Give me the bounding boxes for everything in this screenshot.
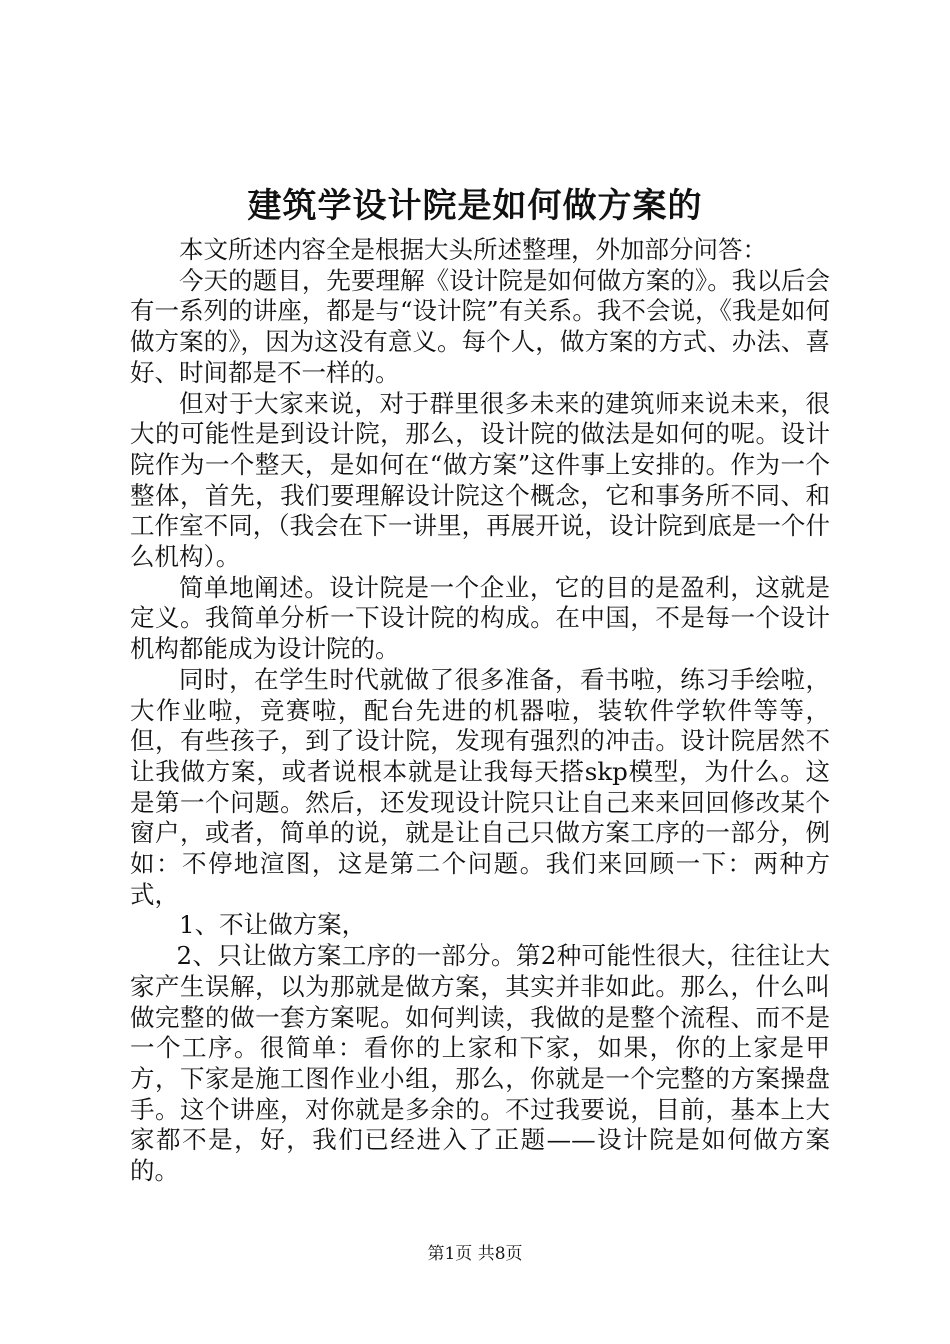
document-body [130,235,830,1187]
paragraph-student-preparation: 同时，在学生时代就做了很多准备，看书啦，练习手绘啦，大作业啦，竞赛啦，配台先进的机器啦，装软件学软件等等，但，有些孩子，到了设计院，发现有强烈的冲击。设计院居然不让我做方案，或者说根本就是让我每天搭skp模型，为什么。这是第一个问题。然后，还发现设计院只让自己来来回回修改某个窗户，或者，简单的说，就是让自己只做方案工序的一部分，例如：不停地渲图，这是第二个问题。我们来回顾一下：两种方式， [130,664,830,909]
paragraph-design-institute: 但对于大家来说，对于群里很多未来的建筑师来说未来，很大的可能性是到设计院，那么，设计院的做法是如何的呢。设计院作为一个整天，是如何在“做方案”这件事上安排的。作为一个整体，首先，我们要理解设计院这个概念，它和事务所不同、和工作室不同，（我会在下一讲里，再展开说，设计院到底是一个什么机构）。 [130,388,830,572]
paragraph-topic: 今天的题目，先要理解《设计院是如何做方案的》。我以后会有一系列的讲座，都是与“设计院”有关系。我不会说，《我是如何做方案的》，因为这没有意义。每个人，做方案的方式、办法、喜好、时间都是不一样的。 [130,265,830,387]
paragraph-list-item-2: 2、只让做方案工序的一部分。第2种可能性很大，往往让大家产生误解，以为那就是做方案，其实并非如此。那么，什么叫做完整的做一套方案呢。如何判读，我做的是整个流程、而不是一个工序。很简单：看你的上家和下家，如果，你的上家是甲方，下家是施工图作业小组，那么，你就是一个完整的方案操盘手。这个讲座，对你就是多余的。不过我要说，目前，基本上大家都不是，好，我们已经进入了正题——设计院是如何做方案的。 [130,941,830,1186]
paragraph-intro: 本文所述内容全是根据大头所述整理，外加部分问答： [179,235,767,264]
paragraph-definition: 简单地阐述。设计院是一个企业，它的目的是盈利，这就是定义。我简单分析一下设计院的构成。在中国，不是每一个设计机构都能成为设计院的。 [130,572,830,664]
document-title: 建筑学设计院是如何做方案的 [247,186,703,226]
page-number-footer: 第1页 共8页 [427,1244,523,1264]
paragraph-list-item-1: 1、不让做方案， [179,910,367,940]
